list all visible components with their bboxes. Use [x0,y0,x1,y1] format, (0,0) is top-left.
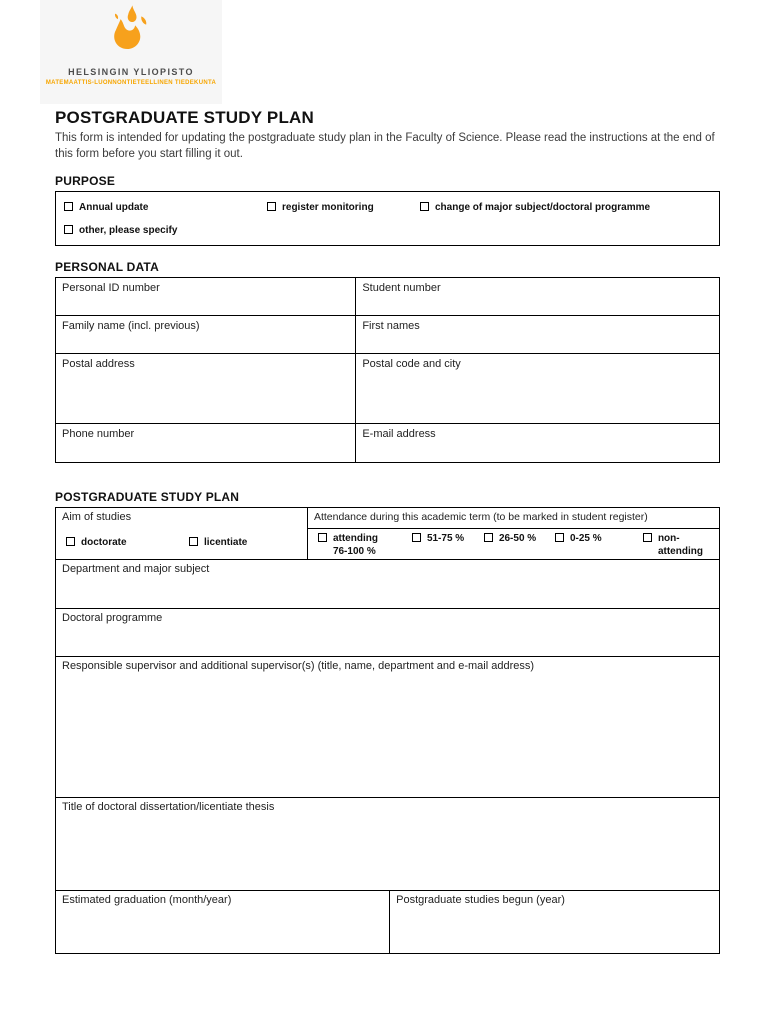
purpose-option-register-monitoring [267,201,374,215]
checkbox-doctorate[interactable] [66,537,75,546]
table-row [56,354,719,424]
faculty-name: MATEMAATTIS-LUONNONTIETEELLINEN TIEDEKUNTA [45,80,217,86]
field-label: Responsible supervisor and additional supervisor(s) (title, name, department and e-mail address) [62,660,535,673]
field-postal-address[interactable] [56,354,356,423]
checkbox-label: 51-75 % [426,533,465,545]
checkbox-label: licentiate [204,537,248,549]
field-label: Estimated graduation (month/year) [62,894,232,907]
checkbox-label: register monitoring [282,202,374,214]
flame-logo-icon [91,4,171,66]
field-label: Postal code and city [362,358,461,371]
checkbox-register-monitoring[interactable] [267,202,276,211]
study-plan-table [55,507,720,954]
aim-option-doctorate [66,536,127,550]
field-label: Phone number [62,428,135,441]
checkbox-26-50[interactable] [484,533,493,542]
field-label: E-mail address [362,428,436,441]
checkbox-label: change of major subject/doctoral programme [435,202,651,214]
field-label: Aim of studies [62,511,132,524]
field-label: Doctoral programme [62,612,163,625]
field-personal-id[interactable] [56,278,356,315]
field-dissertation-title[interactable] [56,798,719,891]
field-label: Department and major subject [62,563,210,576]
field-estimated-graduation[interactable] [56,891,390,953]
attendance-header: Attendance during this academic term (to be marked in student register) [308,508,719,529]
field-label: Family name (incl. previous) [62,320,200,333]
attendance-option-26-50 [484,532,536,546]
attendance-cell [308,508,719,559]
attendance-option-0-25 [555,532,602,546]
field-label: Postgraduate studies begun (year) [396,894,565,907]
checkbox-other[interactable] [64,225,73,234]
table-row [56,424,719,462]
form-content [55,108,720,954]
table-row [56,316,719,354]
table-row [56,891,719,953]
checkbox-non-attending[interactable] [643,533,652,542]
table-row [56,508,719,560]
field-label: Title of doctoral dissertation/licentiate thesis [62,801,275,814]
field-supervisors[interactable] [56,657,719,798]
section-heading-personal-data: PERSONAL DATA [55,260,159,275]
checkbox-label: Annual update [79,202,149,214]
institution-name: HELSINGIN YLIOPISTO [68,67,194,77]
checkbox-label: 0-25 % [569,533,602,545]
checkbox-attending-76-100[interactable] [318,533,327,542]
field-email-address[interactable] [356,424,719,462]
field-family-name[interactable] [56,316,356,353]
section-heading-study-plan: POSTGRADUATE STUDY PLAN [55,490,240,505]
checkbox-licentiate[interactable] [189,537,198,546]
university-logo [40,0,222,104]
attendance-option-51-75 [412,532,464,546]
attendance-options [308,529,719,559]
checkbox-label: 26-50 % [498,533,537,545]
checkbox-51-75[interactable] [412,533,421,542]
personal-data-table [55,277,720,463]
field-label: First names [362,320,420,333]
checkbox-label: attending 76-100 % [332,533,378,557]
checkbox-label: doctorate [81,537,127,549]
field-postal-code-city[interactable] [356,354,719,423]
attendance-option-non-attending [643,532,703,558]
checkbox-change-of-major[interactable] [420,202,429,211]
field-label: Student number [362,282,441,295]
section-heading-purpose: PURPOSE [55,174,116,189]
form-title: POSTGRADUATE STUDY PLAN [55,108,314,127]
checkbox-label: non-attending [657,533,703,557]
field-studies-begun[interactable] [390,891,719,953]
purpose-option-other [64,224,177,238]
field-label: Postal address [62,358,135,371]
field-phone-number[interactable] [56,424,356,462]
form-intro: This form is intended for updating the postgraduate study plan in the Faculty of Science. Please read the instructions at the end of this form before you start filling it out. [55,132,715,161]
purpose-option-annual-update [64,201,148,215]
field-first-names[interactable] [356,316,719,353]
table-row [56,278,719,316]
checkbox-annual-update[interactable] [64,202,73,211]
attendance-option-attending [318,532,383,558]
field-doctoral-programme[interactable] [56,609,719,657]
purpose-option-change-of-major [420,201,650,215]
checkbox-label: other, please specify [79,225,178,237]
field-student-number[interactable] [356,278,719,315]
aim-of-studies-cell [56,508,308,559]
field-label: Personal ID number [62,282,160,295]
checkbox-0-25[interactable] [555,533,564,542]
aim-option-licentiate [189,536,247,550]
field-department-major[interactable] [56,560,719,609]
purpose-box [55,191,720,246]
